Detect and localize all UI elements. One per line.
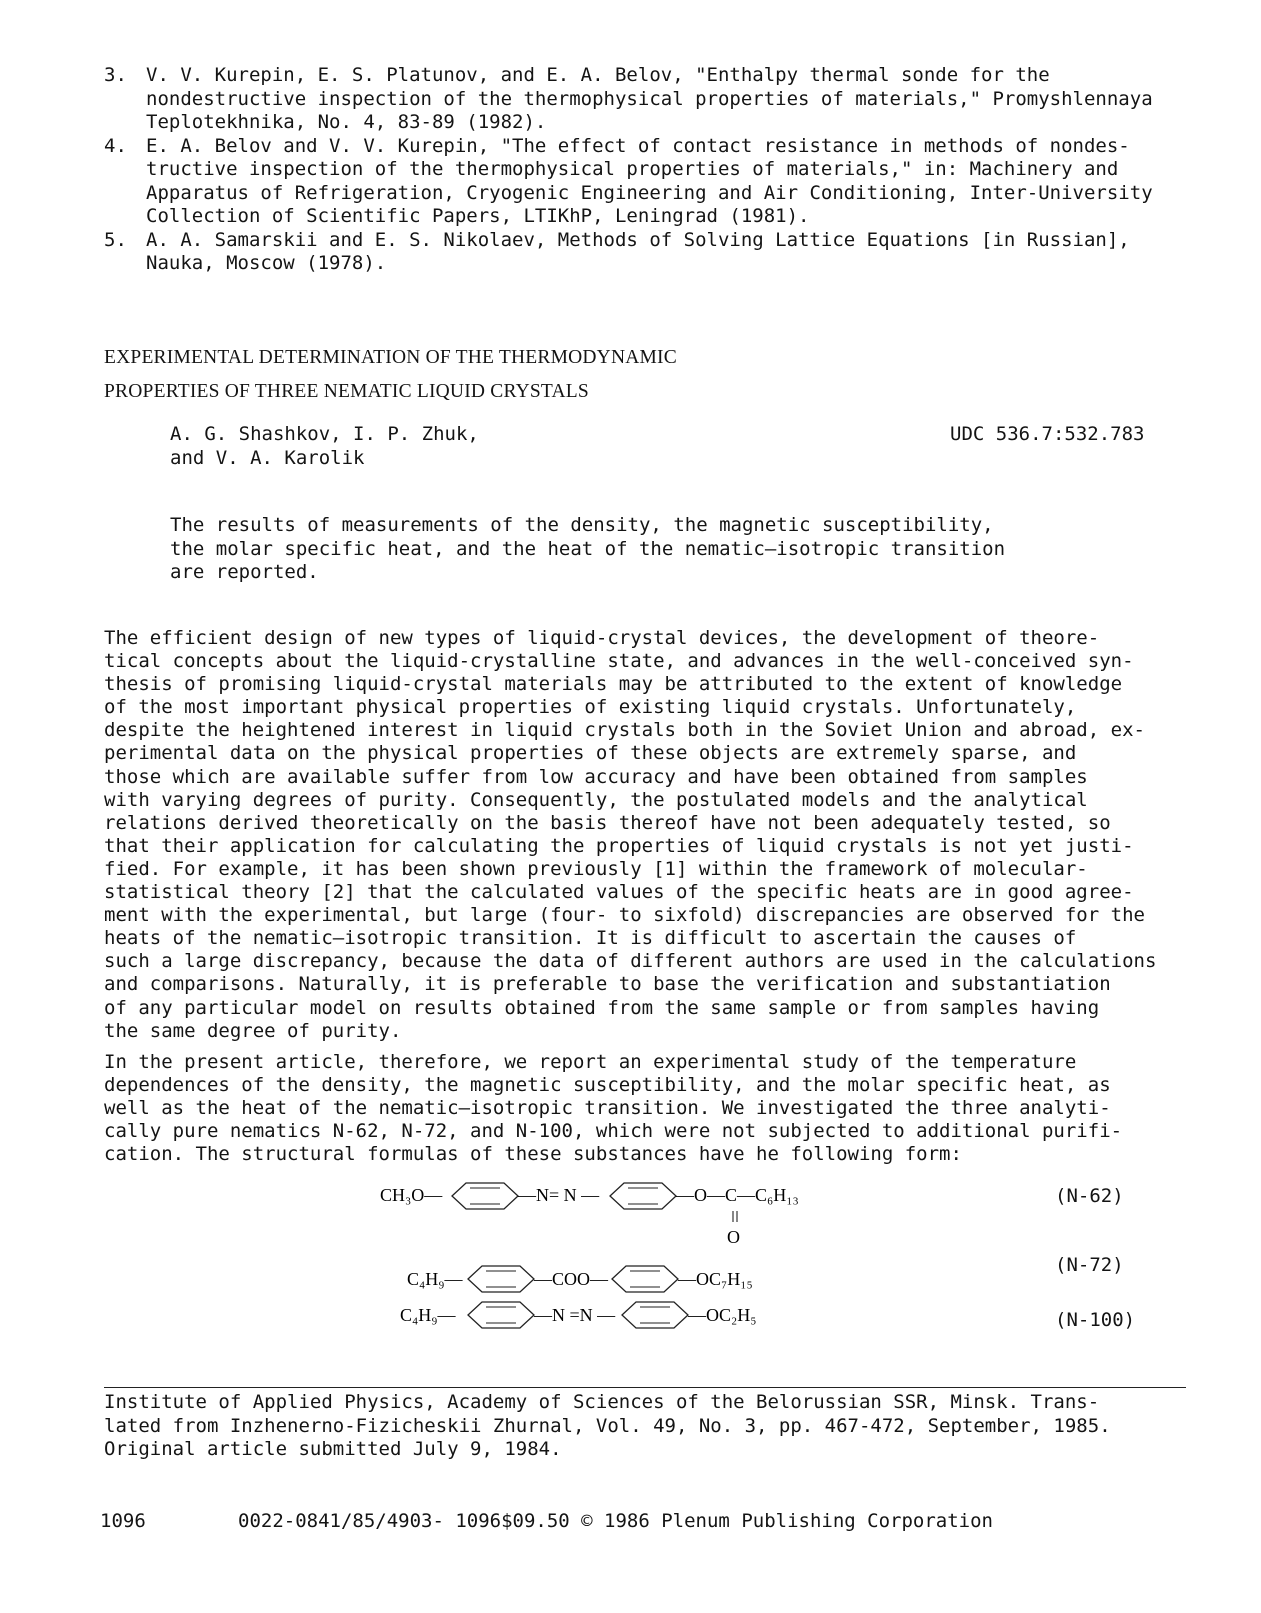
formula-label-n100: (N-100) <box>1055 1309 1136 1331</box>
structural-formulas <box>360 1178 1160 1358</box>
benzene-ring-icon <box>452 1183 518 1209</box>
reference-list <box>104 64 1184 276</box>
footnote-divider <box>104 1387 1186 1388</box>
formula-n72-mid: —COO— <box>534 1269 609 1289</box>
formula-n100 <box>400 1302 757 1328</box>
reference-item <box>104 135 1184 229</box>
publication-code: 0022-0841/85/4903- 1096$09.50 © 1986 Plenum Publishing Corporation <box>238 1510 993 1532</box>
benzene-ring-icon <box>468 1266 534 1292</box>
formula-n100-left: C₄H₉— <box>400 1305 456 1325</box>
formula-n62 <box>380 1183 799 1247</box>
page-number: 1096 <box>100 1510 146 1532</box>
formula-n100-right: —OC₂H₅ <box>688 1305 757 1325</box>
abstract: The results of measurements of the density, the magnetic susceptibility, the molar specific heat, and the heat of the nematic—isotropic transition are reported. <box>170 514 1006 583</box>
formula-n72 <box>407 1266 753 1292</box>
reference-text: V. V. Kurepin, E. S. Platunov, and E. A. Belov, "Enthalpy thermal sonde for the nondestructive inspection of the thermophysical properties of materials," Promyshlennaya Teplotekhnika, No. 4, 83-89 (1982). <box>146 64 1153 133</box>
benzene-ring-icon <box>610 1183 676 1209</box>
reference-item <box>104 229 1184 276</box>
reference-text: A. A. Samarskii and E. S. Nikolaev, Methods of Solving Lattice Equations [in Russian], Nauka, Moscow (1978). <box>146 228 1130 274</box>
footnote: Institute of Applied Physics, Academy of Sciences of the Belorussian SSR, Minsk. Trans- lated from Inzhenerno-Fizicheskii Zhurnal, Vol. 49, No. 3, pp. 467-472, September, 1985. Original article submitted July 9, 1984. <box>104 1391 1111 1460</box>
formula-n62-mid: —N= N — <box>518 1185 600 1205</box>
formula-n72-left: C₄H₉— <box>407 1269 463 1289</box>
reference-number: 5. <box>104 228 127 251</box>
body-paragraph: In the present article, therefore, we report an experimental study of the temperature dependences of the density, the magnetic susceptibility, and the molar specific heat, as well as the heat of the nematic—isotropic transition. We investigated the three analyti- cally pure nematics N-62, N-72, and N-100, which were not subjected to additional purifi- cation. The structural formulas of these substances have he following form: <box>104 1051 1123 1166</box>
article-authors: A. G. Shashkov, I. P. Zhuk, and V. A. Karolik <box>170 423 479 469</box>
formula-n62-left: CH₃O— <box>380 1185 443 1205</box>
article-title-line: EXPERIMENTAL DETERMINATION OF THE THERMODYNAMIC <box>104 347 677 368</box>
udc-code: UDC 536.7:532.783 <box>950 423 1145 445</box>
formula-label-n72: (N-72) <box>1055 1254 1124 1276</box>
formula-n72-right: —OC₇H₁₅ <box>678 1269 753 1289</box>
formula-label-n62: (N-62) <box>1055 1185 1124 1207</box>
benzene-ring-icon <box>468 1302 534 1328</box>
body-paragraph: The efficient design of new types of liquid-crystal devices, the development of theore- tical concepts about the liquid-crystalline state, and advances in the well-conceived syn- thesis of promising liquid-crystal materials may be attributed to the extent of knowledge of the most important physical properties of existing liquid crystals. Unfortunately, despite the heightened interest in liquid crystals both in the Soviet Union and abroad, ex- perimental data on the physical properties of these objects are extremely sparse, and those which are available suffer from low accuracy and have been obtained from samples with varying degrees of purity. Consequently, the postulated models and the analytical relations derived theoretically on the basis thereof have not been adequately tested, so that their application for calculating the properties of liquid crystals is not yet justi- fied. For example, it has been shown previously [1] within the framework of molecular- statistical theory [2] that the calculated values of the specific heats are in good agree- ment with the experimental, but large (four- to sixfold) discrepancies are observed for the heats of the nematic—isotropic transition. It is difficult to ascertain the causes of such a large discrepancy, because the data of different authors are used in the calculations and comparisons. Naturally, it is preferable to base the verification and substantiation of any particular model on results obtained from the same sample or from samples having the same degree of purity. <box>104 627 1157 1042</box>
article-title-line: PROPERTIES OF THREE NEMATIC LIQUID CRYSTALS <box>104 381 589 402</box>
formula-drawing <box>360 1178 1160 1358</box>
article-title <box>104 341 677 409</box>
reference-text: E. A. Belov and V. V. Kurepin, "The effect of contact resistance in methods of nondes- tructive inspection of the thermophysical properties of materials," in: Machinery and Apparatus of Refrigeration, Cryogenic Engineering and Air Conditioning, Inter-University Collection of Scientific Papers, LTIKhP, Leningrad (1981). <box>146 134 1153 227</box>
formula-n62-carbonyl-oxygen: O <box>727 1227 740 1247</box>
reference-number: 3. <box>104 64 127 86</box>
benzene-ring-icon <box>612 1266 678 1292</box>
formula-n100-mid: —N =N — <box>534 1305 616 1325</box>
reference-item <box>104 64 1184 135</box>
benzene-ring-icon <box>622 1302 688 1328</box>
reference-number: 4. <box>104 134 127 157</box>
formula-n62-right: —O—C—C₆H₁₃ <box>676 1185 799 1205</box>
